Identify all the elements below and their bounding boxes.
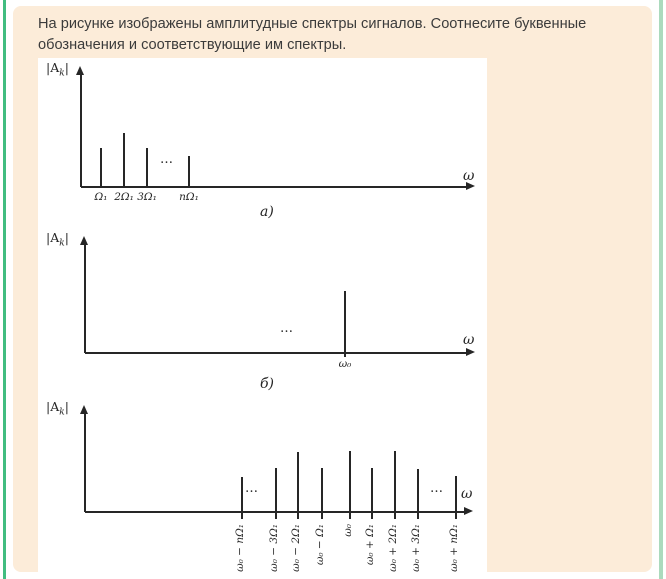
spectral-line xyxy=(349,451,351,519)
tick-label: ω₀ − Ω₁ xyxy=(314,524,326,566)
y-axis xyxy=(80,73,82,187)
ellipsis: … xyxy=(245,481,260,496)
tick-label: ω₀ xyxy=(338,358,352,370)
spectral-line xyxy=(100,148,102,187)
tick-label: ω₀ + Ω₁ xyxy=(364,524,376,566)
spectral-line xyxy=(297,452,299,519)
tick-label: ω₀ − 3Ω₁ xyxy=(268,524,280,572)
spectral-line xyxy=(188,156,190,187)
ellipsis: … xyxy=(430,481,445,496)
spectral-line xyxy=(394,451,396,519)
x-axis xyxy=(81,186,467,188)
spectral-line xyxy=(275,468,277,519)
tick-label: ω₀ xyxy=(342,524,354,537)
x-axis-label: ω xyxy=(461,486,473,502)
spectral-line xyxy=(321,468,323,519)
spectral-line xyxy=(123,133,125,187)
y-axis-arrow-icon xyxy=(80,236,88,245)
left-border-stripe xyxy=(3,0,6,579)
tick-label: Ω₁ xyxy=(94,191,108,203)
spectral-line xyxy=(371,468,373,519)
x-axis-arrow-icon xyxy=(466,348,475,356)
y-axis xyxy=(84,412,86,512)
x-axis xyxy=(85,352,467,354)
spectral-line xyxy=(455,476,457,519)
spectral-line xyxy=(417,469,419,519)
spectral-line xyxy=(146,148,148,187)
plot-caption: б) xyxy=(260,376,275,392)
plot-caption: а) xyxy=(260,204,274,220)
tick-label: ω₀ − nΩ₁ xyxy=(234,524,246,572)
y-axis-label: $|A_k|$ xyxy=(46,399,69,418)
y-axis-label: $|A_k|$ xyxy=(46,230,69,249)
tick-label: ω₀ + nΩ₁ xyxy=(448,524,460,572)
tick-label: 3Ω₁ xyxy=(137,191,157,203)
tick-label: 2Ω₁ xyxy=(114,191,134,203)
tick-label: ω₀ + 2Ω₁ xyxy=(387,524,399,572)
spectral-line xyxy=(344,291,346,357)
x-axis-label: ω xyxy=(463,168,475,184)
y-axis-label: $|A_k|$ xyxy=(46,60,69,79)
tick-label: ω₀ − 2Ω₁ xyxy=(290,524,302,572)
tick-label: nΩ₁ xyxy=(179,191,199,203)
question-card xyxy=(13,6,652,572)
y-axis-arrow-icon xyxy=(80,405,88,414)
x-axis-label: ω xyxy=(463,332,475,348)
right-border-stripe xyxy=(659,0,663,579)
x-axis-arrow-icon xyxy=(464,507,473,515)
y-axis xyxy=(84,243,86,353)
question-text: На рисунке изображены амплитудные спектры сигналов. Соотнесите буквенные обозначения и соответствующие им спектры. xyxy=(38,16,587,53)
spectral-line xyxy=(241,477,243,519)
ellipsis: … xyxy=(280,321,295,336)
ellipsis: … xyxy=(160,152,175,167)
figure xyxy=(38,58,487,572)
y-axis-arrow-icon xyxy=(76,66,84,75)
tick-label: ω₀ + 3Ω₁ xyxy=(410,524,422,572)
